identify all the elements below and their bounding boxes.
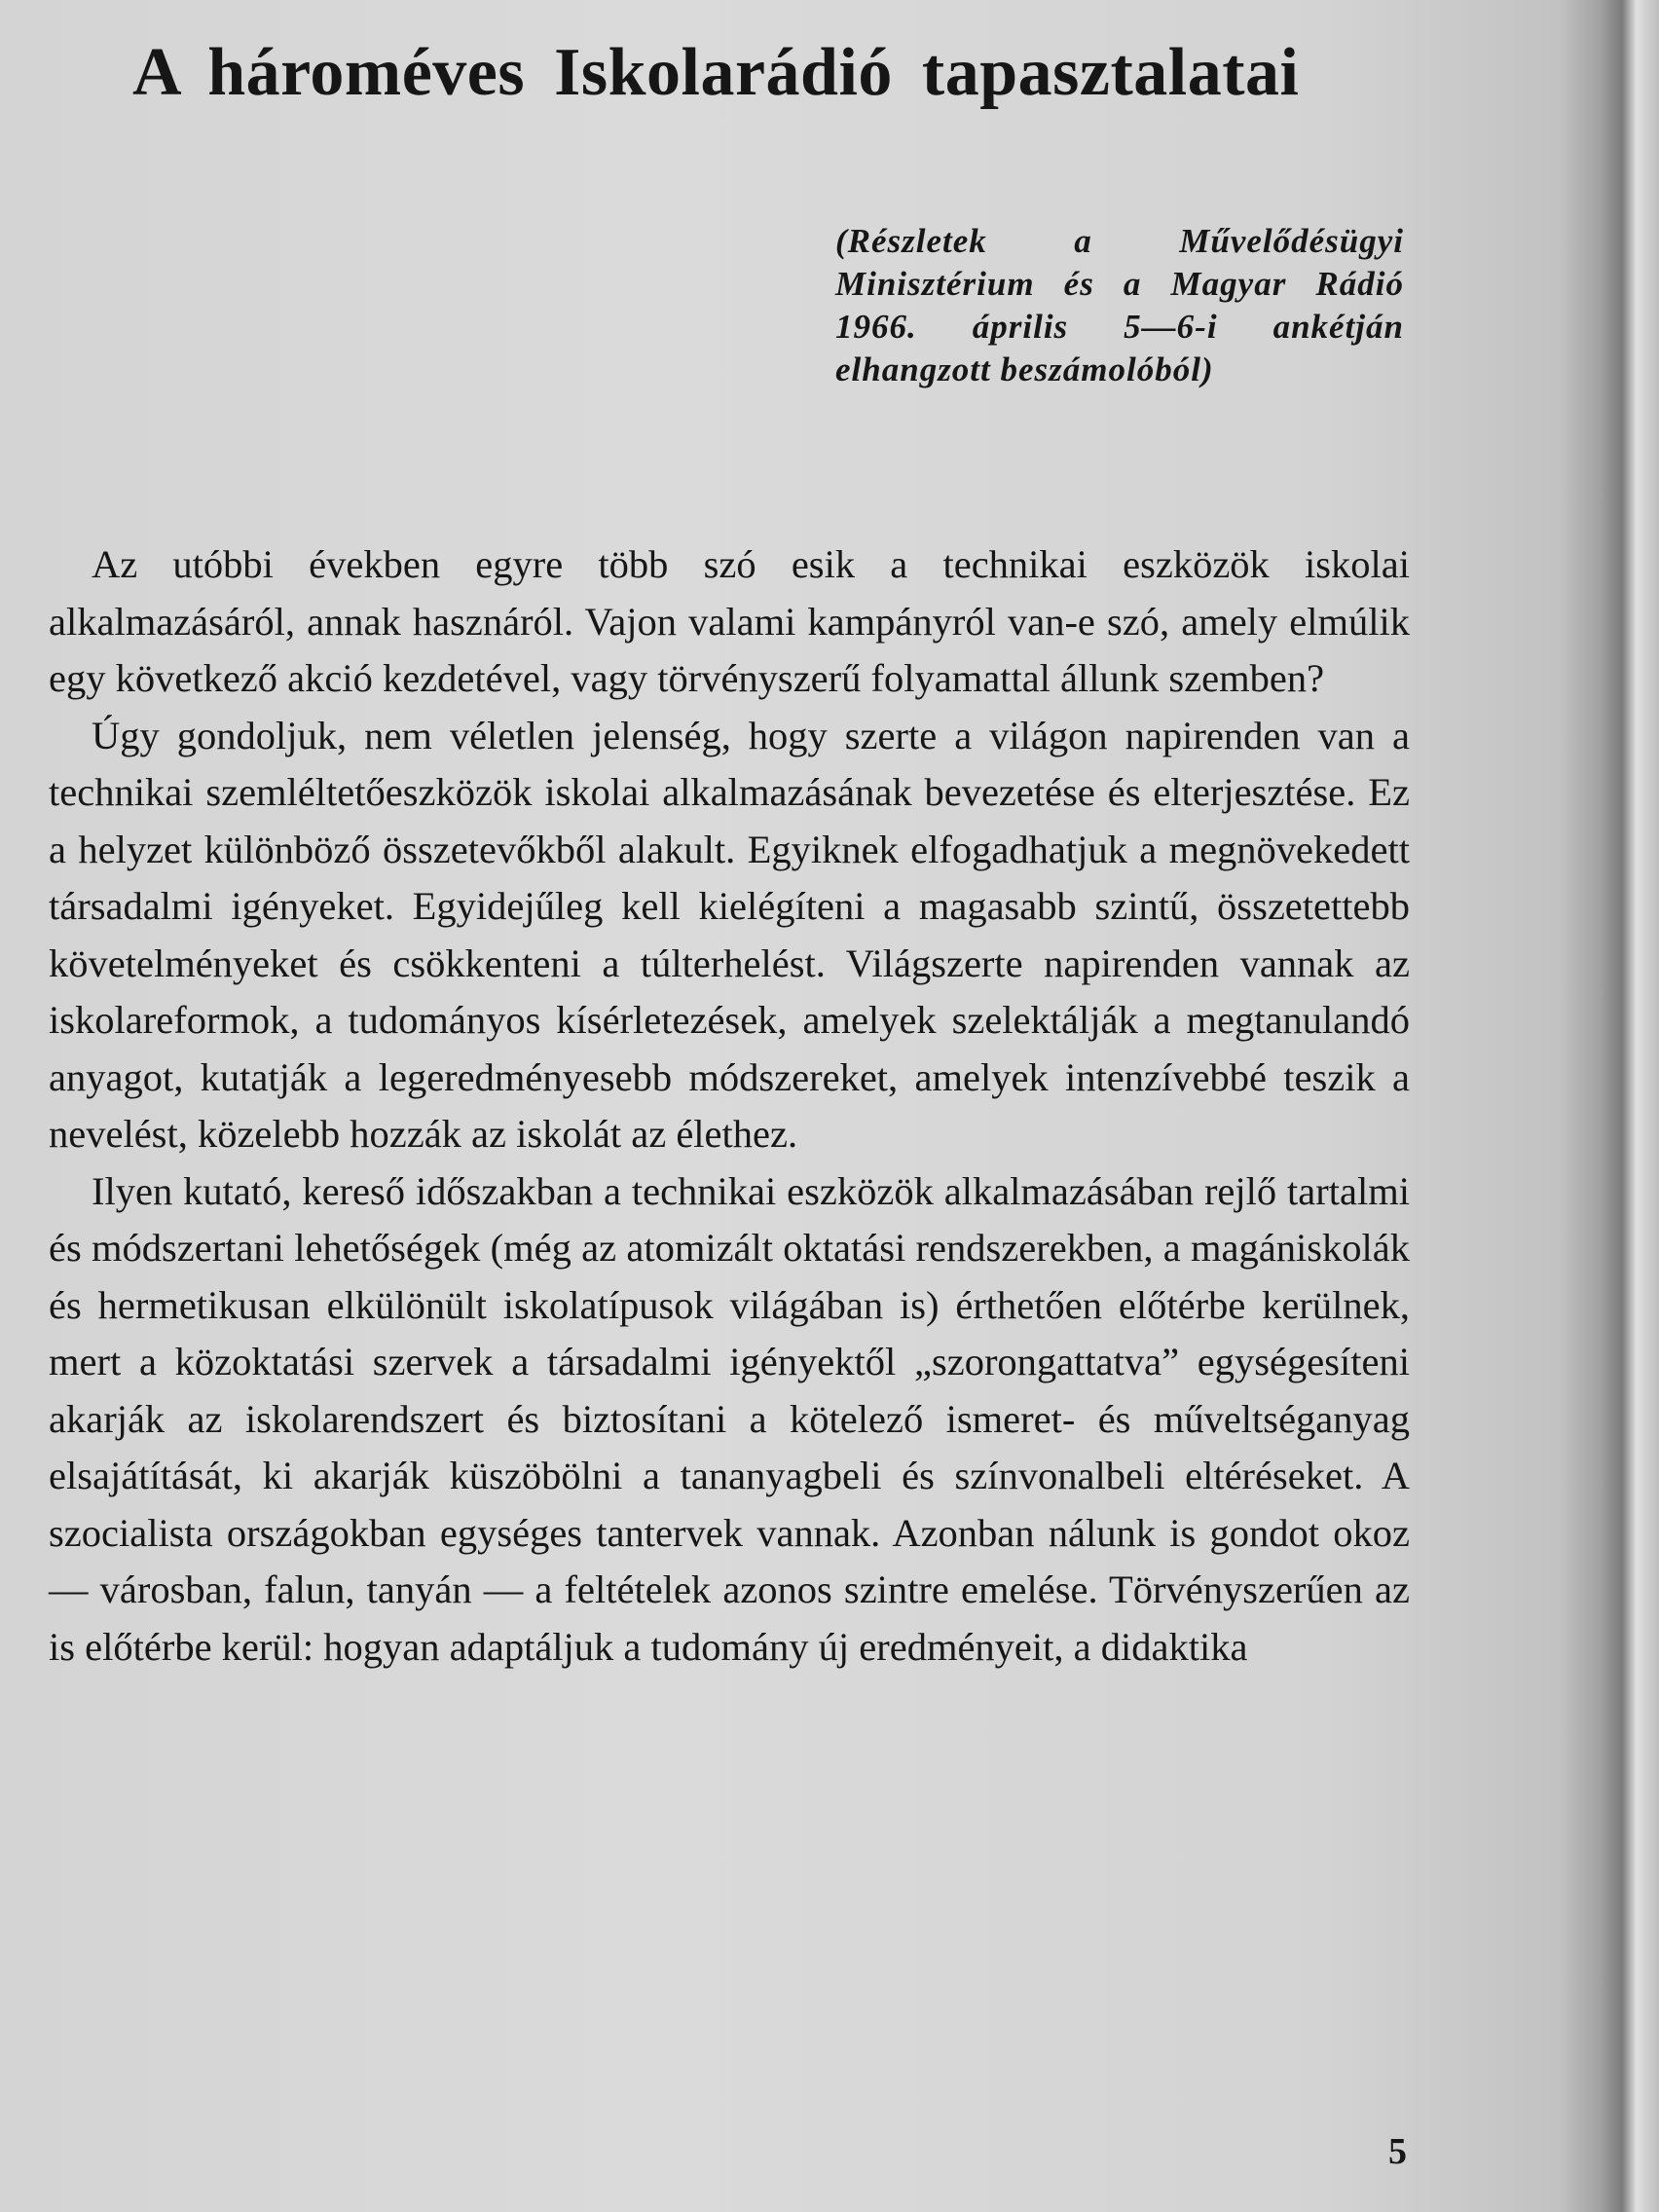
book-spine-shadow: [1603, 0, 1659, 2212]
page-number: 5: [1388, 2131, 1407, 2172]
article-body: [49, 536, 1410, 1676]
article-subtitle: (Részletek a Művelődésügyi Minisztérium és a Magyar Rádió 1966. április 5—6-i ankétján elhangzott beszámolóból): [835, 222, 1404, 388]
paragraph-3: Ilyen kutató, kereső időszakban a technikai eszközök alkalmazásában rejlő tartalmi és módszertani lehetőségek (még az atomizált oktatási rendszerekben, a magániskolák és hermetikusan elkülönült iskolatípusok világában is) érthetően előtérbe kerülnek, mert a közoktatási szervek a társadalmi igényektől „szorongattatva” egységesíteni akarják az iskolarendszert és biztosítani a kötelező ismeret- és műveltséganyag elsajátítását, ki akarják küszöbölni a tananyagbeli és színvonalbeli eltéréseket. A szocialista országokban egységes tantervek vannak. Azonban nálunk is gondot okoz — városban, falun, tanyán — a feltételek azonos szintre emelése. Törvényszerűen az is előtérbe kerül: hogyan adaptáljuk a tudomány új eredményeit, a didaktika: [49, 1168, 1410, 1669]
paragraph-1: Az utóbbi években egyre több szó esik a technikai eszközök iskolai alkalmazásáról, annak hasznáról. Vajon valami kampányról van-e szó, amely elmúlik egy következő akció kezdetével, vagy törvényszerű folyamattal állunk szemben?: [49, 542, 1410, 700]
article-title: A hároméves Iskolarádió tapasztalatai: [132, 35, 1300, 110]
paragraph-2: Úgy gondoljuk, nem véletlen jelenség, hogy szerte a világon napirenden van a technikai szemléltetőeszközök iskolai alkalmazásának bevezetése és elterjesztése. Ez a helyzet különböző összetevőkből alakult. Egyiknek elfogadhatjuk a megnövekedett társadalmi igényeket. Egyidejűleg kell kielégíteni a magasabb szintű, összetettebb követelményeket és csökkenteni a túlterhelést. Világszerte napirenden vannak az iskolareformok, a tudományos kísérletezések, amelyek szelektálják a megtanulandó anyagot, kutatják a legeredményesebb módszereket, amelyek intenzívebbé teszik a nevelést, közelebb hozzák az iskolát az élethez.: [49, 713, 1410, 1156]
